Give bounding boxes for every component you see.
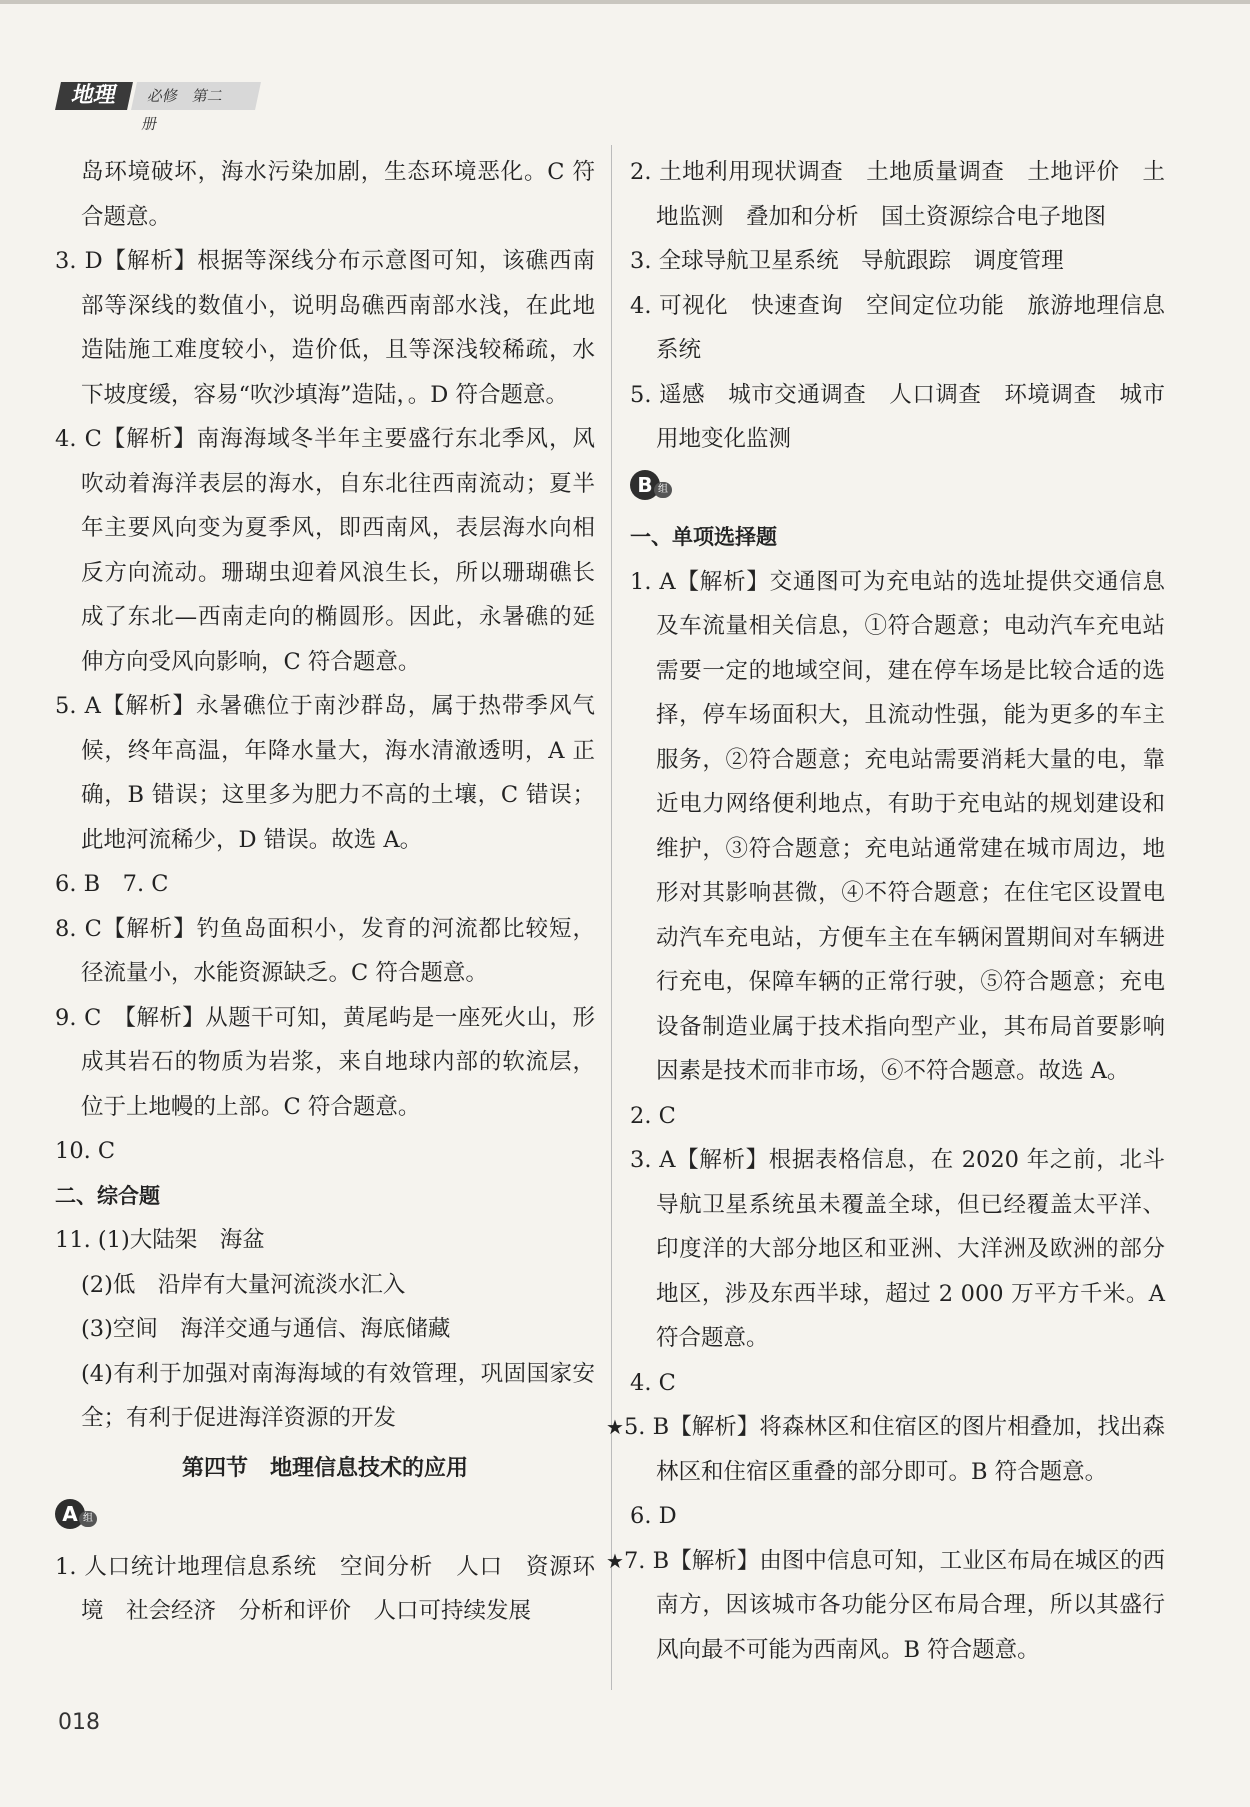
answer-text: 岛环境破坏，海水污染加剧，生态环境恶化。C 符合题意。 xyxy=(81,159,595,230)
answer-3: 3. D【解析】根据等深线分布示意图可知，该礁西南部等深线的数值小，说明岛礁西南部水浅，在此地造陆施工难度较小，造价低，且等深浅较稀疏，水下坡度缓，容易“吹沙填海”造陆，。D 符合题意。 xyxy=(55,248,595,408)
section-title: 第四节 地理信息技术的应用 xyxy=(181,1455,468,1481)
answer-8: 8. C【解析】钓鱼岛面积小，发育的河流都比较短，径流量小，水能资源缺乏。C 符合题意。 xyxy=(55,915,595,986)
answer-b-2: 2. C xyxy=(630,1102,676,1129)
answer-11-3: (3)空间 海洋交通与通信、海底储藏 xyxy=(81,1316,451,1342)
group-a-icon: A xyxy=(55,1499,85,1529)
answer-b-5 xyxy=(606,1405,1165,1494)
answer-5: 5. A【解析】永暑礁位于南沙群岛，属于热带季风气候，终年高温，年降水量大，海水清澈透明，A 正确，B 错误；这里多为肥力不高的土壤，C 错误；此地河流稀少，D 错误。故选 A。 xyxy=(55,693,595,853)
answer-a-3: 3. 全球导航卫星系统 导航跟踪 调度管理 xyxy=(630,248,1064,274)
answer-a-2: 2. 土地利用现状调查 土地质量调查 土地评价 土地监测 叠加和分析 国土资源综合电子地图 xyxy=(630,159,1165,230)
header-course: 必修 xyxy=(146,87,180,105)
answer-b-5-text: 5. B【解析】将森林区和住宿区的图片相叠加，找出森林区和住宿区重叠的部分即可。B 符合题意。 xyxy=(623,1414,1165,1485)
group-b-icon: B xyxy=(630,470,660,500)
group-b-badge xyxy=(630,470,672,500)
answer-11-1: 11. (1)大陆架 海盆 xyxy=(55,1227,265,1253)
section-heading-comprehensive: 二、综合题 xyxy=(55,1183,160,1208)
section-heading-single-choice: 一、单项选择题 xyxy=(630,525,777,549)
group-tag: 组 xyxy=(79,1511,97,1527)
page-number: 018 xyxy=(58,1710,100,1735)
answer-b-7 xyxy=(606,1539,1165,1673)
answer-b-1: 1. A【解析】交通图可为充电站的选址提供交通信息及车流量相关信息，①符合题意；电动汽车充电站需要一定的地域空间，建在停车场是比较合适的选择，停车场面积大，且流动性强，能为更多的车主服务，②符合题意；充电站需要消耗大量的电，靠近电力网络便利地点，有助于充电站的规划建设和维护，③符合题意；充电站通常建在城市周边，地形对其影响甚微，④不符合题意；在住宅区设置电动汽车充电站，方便车主在车辆闲置期间对车辆进行充电，保障车辆的正常行驶，⑤符合题意；充电设备制造业属于技术指向型产业，其布局首要影响因素是技术而非市场，⑥不符合题意。故选 A。 xyxy=(630,568,1165,1084)
answer-11-2: (2)低 沿岸有大量河流淡水汇入 xyxy=(81,1271,406,1298)
answer-10: 10. C xyxy=(55,1138,116,1164)
left-column xyxy=(55,150,595,1634)
answer-b-3: 3. A【解析】根据表格信息，在 2020 年之前，北斗导航卫星系统虽未覆盖全球，但已经覆盖太平洋、印度洋的大部分地区和亚洲、大洋洲及欧洲的部分地区，涉及东西半球，超过 2 000 万平方千米。A 符合题意。 xyxy=(630,1147,1165,1351)
answer-6-7: 6. B 7. C xyxy=(55,871,169,897)
right-column xyxy=(606,150,1165,1672)
answer-11-4: (4)有利于加强对南海海域的有效管理，巩固国家安全；有利于促进海洋资源的开发 xyxy=(81,1360,595,1431)
group-tag: 组 xyxy=(654,482,672,498)
answer-b-6: 6. D xyxy=(630,1503,677,1529)
page-header xyxy=(58,82,258,133)
answer-b-7-text: 7. B【解析】由图中信息可知，工业区布局在城区的西南方，因该城市各功能分区布局合理，所以其盛行风向最不可能为西南风。B 符合题意。 xyxy=(623,1547,1165,1663)
group-a-badge xyxy=(55,1499,97,1529)
answer-a-5: 5. 遥感 城市交通调查 人口调查 环境调查 城市用地变化监测 xyxy=(630,381,1165,452)
answer-b-4: 4. C xyxy=(630,1369,676,1396)
answer-a-1: 1. 人口统计地理信息系统 空间分析 人口 资源环境 社会经济 分析和评价 人口可持续发展 xyxy=(55,1553,595,1624)
top-border xyxy=(0,0,1250,4)
answer-4: 4. C【解析】南海海域冬半年主要盛行东北季风，风吹动着海洋表层的海水，自东北往西南流动；夏半年主要风向变为夏季风，即西南风，表层海水向相反方向流动。珊瑚虫迎着风浪生长，所以珊瑚礁长成了东北—西南走向的椭圆形。因此，永暑礁的延伸方向受风向影响，C 符合题意。 xyxy=(55,426,595,675)
star-icon: ★ xyxy=(606,1548,624,1573)
header-subject: 地理 xyxy=(55,82,133,110)
answer-9: 9. C 【解析】从题干可知，黄尾屿是一座死火山，形成其岩石的物质为岩浆，来自地球内部的软流层，位于上地幔的上部。C 符合题意。 xyxy=(55,1004,595,1120)
star-icon: ★ xyxy=(606,1415,624,1439)
header-course-tab xyxy=(131,82,261,133)
header-volume: 第二册 xyxy=(140,87,225,133)
answer-a-4: 4. 可视化 快速查询 空间定位功能 旅游地理信息系统 xyxy=(630,292,1165,363)
